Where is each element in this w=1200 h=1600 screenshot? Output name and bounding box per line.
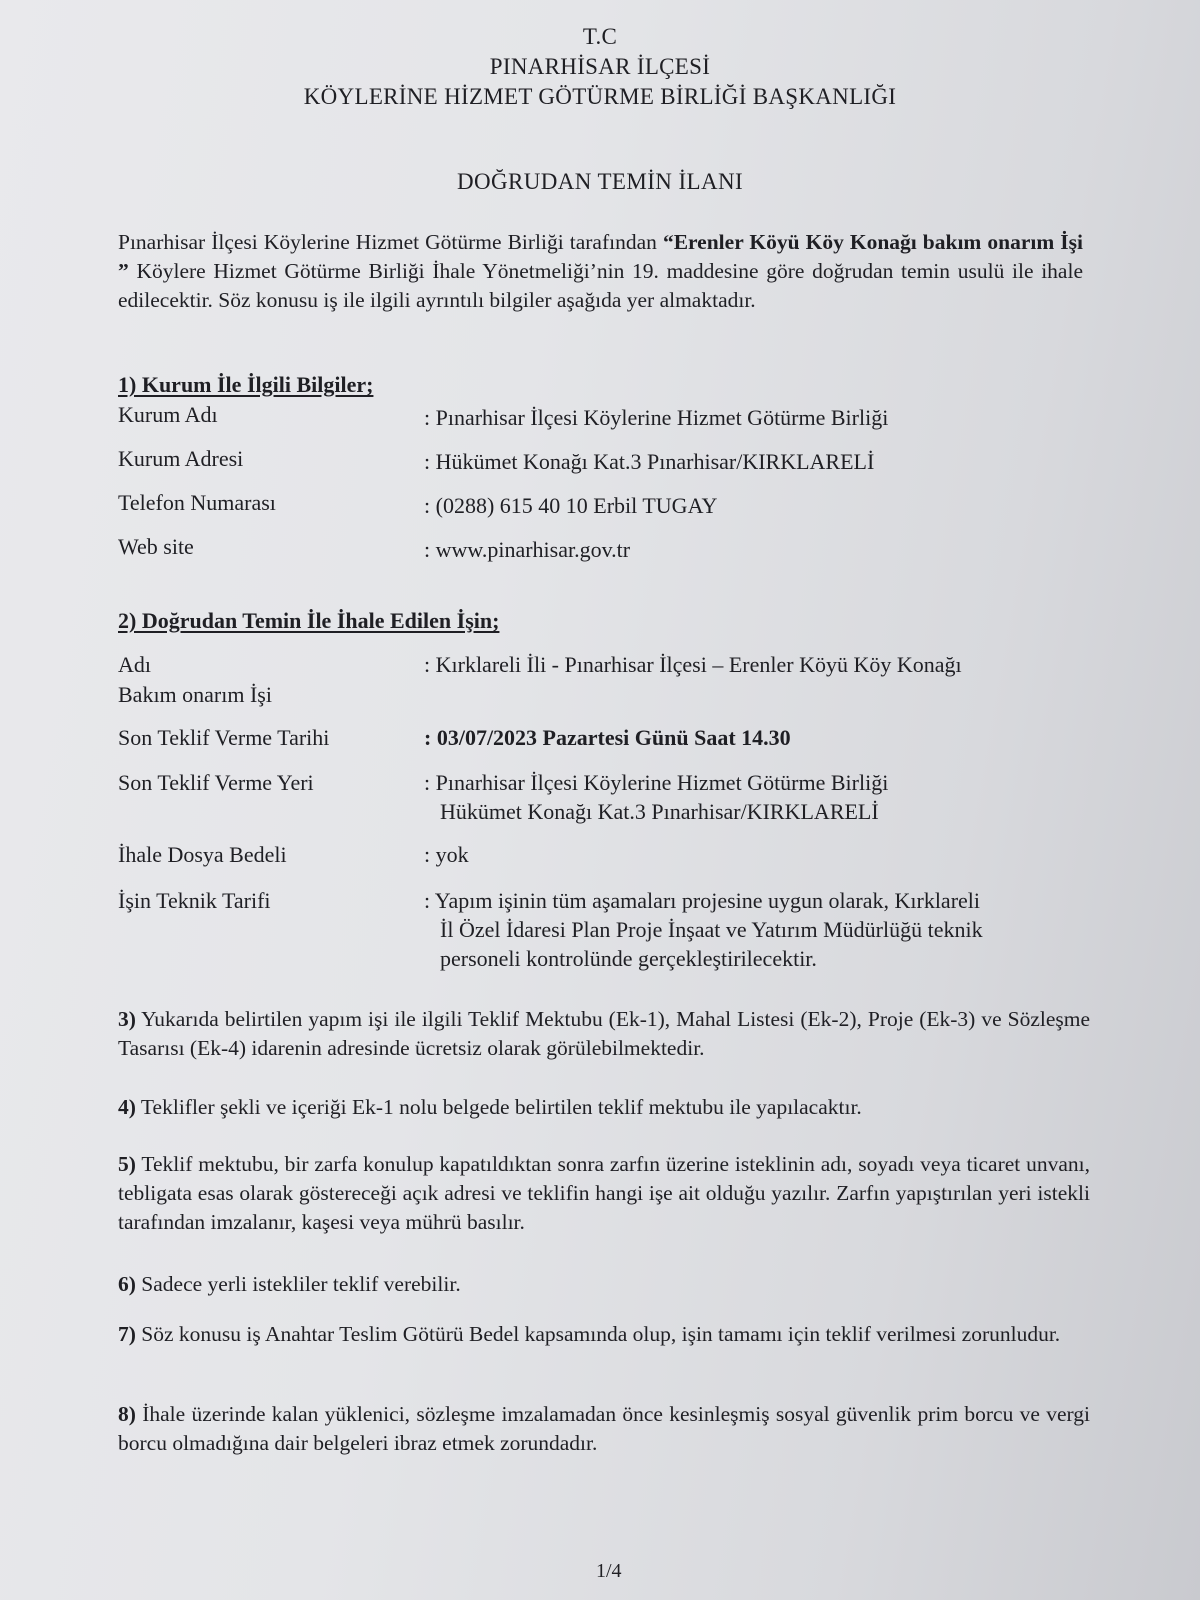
website-label: Web site	[118, 534, 194, 559]
item-8	[118, 1400, 1090, 1458]
work-name-label: Adı	[118, 652, 151, 677]
header-district: PINARHİSAR İLÇESİ	[489, 54, 711, 79]
submission-place-line2: Hükümet Konağı Kat.3 Pınarhisar/KIRKLARELİ	[440, 799, 879, 824]
item-6-number: 6)	[118, 1272, 136, 1296]
technical-desc-line1: : Yapım işinin tüm aşamaları projesine uygun olarak, Kırklareli	[424, 888, 981, 913]
intro-text-2: Köylere Hizmet Götürme Birliği İhale Yönetmeliği’nin 19. maddesine göre doğrudan temin usulü ile ihale edilecektir. Söz konusu iş ile ilgili ayrıntılı bilgiler aşağıda yer almaktadır.	[118, 259, 1083, 312]
technical-desc-line2: İl Özel İdaresi Plan Proje İnşaat ve Yatırım Müdürlüğü teknik	[440, 917, 983, 942]
website-value: : www.pinarhisar.gov.tr	[424, 537, 631, 562]
item-7-text: Söz konusu iş Anahtar Teslim Götürü Bedel kapsamında olup, işin tamamı için teklif verilmesi zorunludur.	[141, 1322, 1061, 1346]
intro-work-name: “Erenler Köyü Köy Konağı bakım onarım İşi ”	[118, 230, 1083, 283]
deadline-label: Son Teklif Verme Tarihi	[118, 725, 330, 750]
item-4-text: Teklifler şekli ve içeriği Ek-1 nolu belgede belirtilen teklif mektubu ile yapılacaktır.	[140, 1095, 862, 1119]
item-5-number: 5)	[118, 1152, 136, 1176]
work-name-value: : Kırklareli İli - Pınarhisar İlçesi – Erenler Köyü Köy Konağı	[424, 652, 962, 677]
institution-name-label: Kurum Adı	[118, 402, 218, 427]
section1-title: 1) Kurum İle İlgili Bilgiler;	[118, 372, 374, 397]
item-3	[118, 1005, 1090, 1063]
page-number: 1/4	[596, 1560, 622, 1582]
work-name-value-cont: Bakım onarım İşi	[118, 682, 272, 707]
item-3-number: 3)	[118, 1007, 136, 1031]
item-4	[118, 1093, 1090, 1122]
submission-place-label: Son Teklif Verme Yeri	[118, 770, 314, 795]
item-6-text: Sadece yerli istekliler teklif verebilir.	[141, 1272, 461, 1296]
technical-desc-label: İşin Teknik Tarifi	[118, 888, 271, 913]
item-4-number: 4)	[118, 1095, 136, 1119]
section2-title: 2) Doğrudan Temin İle İhale Edilen İşin;	[118, 608, 500, 633]
item-8-text: İhale üzerinde kalan yüklenici, sözleşme imzalamadan önce kesinleşmiş sosyal güvenlik prim borcu ve vergi borcu olmadığına dair belgeleri ibraz etmek zorundadır.	[118, 1402, 1091, 1455]
deadline-value: : 03/07/2023 Pazartesi Günü Saat 14.30	[424, 725, 791, 750]
institution-address-value: : Hükümet Konağı Kat.3 Pınarhisar/KIRKLARELİ	[424, 449, 875, 474]
header-tc: T.C	[582, 24, 618, 49]
header-institution: KÖYLERİNE HİZMET GÖTÜRME BİRLİĞİ BAŞKANLIĞI	[303, 84, 897, 109]
phone-label: Telefon Numarası	[118, 490, 276, 515]
item-7	[118, 1320, 1090, 1349]
file-fee-value: : yok	[424, 842, 469, 867]
document-title: DOĞRUDAN TEMİN İLANI	[456, 169, 744, 194]
item-8-number: 8)	[118, 1402, 136, 1426]
institution-address-label: Kurum Adresi	[118, 446, 244, 471]
technical-desc-line3: personeli kontrolünde gerçekleştirilecektir.	[440, 946, 817, 971]
item-5	[118, 1150, 1090, 1237]
item-7-number: 7)	[118, 1322, 136, 1346]
intro-text-1: Pınarhisar İlçesi Köylerine Hizmet Götürme Birliği tarafından	[118, 230, 663, 254]
item-5-text: Teklif mektubu, bir zarfa konulup kapatıldıktan sonra zarfın üzerine isteklinin adı, soyadı veya ticaret unvanı, tebligata esas olarak göstereceği açık adresi ve teklifin hangi işe ait olduğu yazılır. Zarfın yapıştırılan yeri istekli tarafından imzalanır, kaşesi veya mührü basılır.	[118, 1152, 1090, 1234]
phone-value: : (0288) 615 40 10 Erbil TUGAY	[424, 493, 718, 518]
item-3-text: Yukarıda belirtilen yapım işi ile ilgili Teklif Mektubu (Ek-1), Mahal Listesi (Ek-2), Proje (Ek-3) ve Sözleşme Tasarısı (Ek-4) idarenin adresinde ücretsiz olarak görülebilmektedir.	[118, 1007, 1091, 1060]
item-6	[118, 1270, 1090, 1299]
institution-name-value: : Pınarhisar İlçesi Köylerine Hizmet Götürme Birliği	[424, 405, 889, 430]
submission-place-line1: : Pınarhisar İlçesi Köylerine Hizmet Götürme Birliği	[424, 770, 889, 795]
intro-paragraph	[118, 228, 1083, 315]
file-fee-label: İhale Dosya Bedeli	[118, 842, 287, 867]
